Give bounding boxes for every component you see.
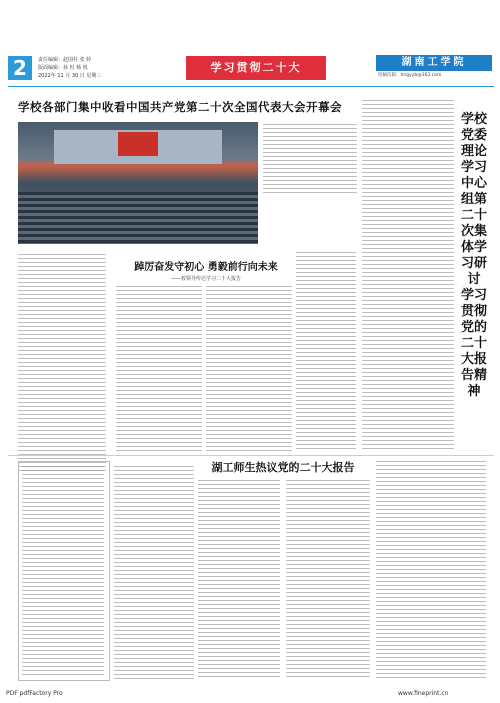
editor-line: 责任编辑：赵国柱 张 婷 xyxy=(38,57,92,63)
mid-rule xyxy=(8,455,494,456)
date-line: 2022年 11 月 30 日 星期三 xyxy=(38,73,102,79)
study-article-text xyxy=(362,100,454,452)
second-headline: 踔厉奋发守初心 勇毅前行向未来 xyxy=(134,262,278,273)
editor-info xyxy=(38,56,101,80)
photo-caption xyxy=(263,124,357,194)
second-subline: ——校领导传达学习二十大报告 xyxy=(170,276,241,282)
page-number: 2 xyxy=(8,56,32,80)
paper-name: 湖南工学院 xyxy=(376,55,492,71)
footer-left: PDF pdfFactory Pro xyxy=(6,690,63,697)
second-article-col-2 xyxy=(206,286,292,452)
third-headline: 湖工师生热议党的二十大报告 xyxy=(211,461,355,474)
lead-article-text xyxy=(18,254,106,472)
section-banner: 学习贯彻二十大 xyxy=(186,56,326,80)
designer-line: 版面编辑：孙 恒 杨 锐 xyxy=(38,65,88,71)
photo-flag xyxy=(118,132,158,156)
left-bottom-text xyxy=(22,466,104,676)
photo-audience xyxy=(18,192,258,244)
footer-right: www.fineprint.cn xyxy=(398,690,449,697)
contact-email: 投稿信箱：hngyyb@163.com xyxy=(378,73,442,78)
vertical-headline: 学校党委理论学习中心组第二十次集体学习研讨 学习贯彻党的二十大报告精神 xyxy=(460,112,487,399)
bottom-col-1 xyxy=(114,466,194,680)
bottom-col-3 xyxy=(286,480,370,680)
header-rule xyxy=(8,86,494,87)
meeting-photo xyxy=(18,122,258,244)
lead-headline: 学校各部门集中收看中国共产党第二十次全国代表大会开幕会 xyxy=(18,100,342,114)
bottom-col-4 xyxy=(376,461,486,680)
second-article-col-1 xyxy=(116,286,202,452)
bottom-col-2 xyxy=(198,480,280,680)
second-article-col-3 xyxy=(296,252,356,452)
